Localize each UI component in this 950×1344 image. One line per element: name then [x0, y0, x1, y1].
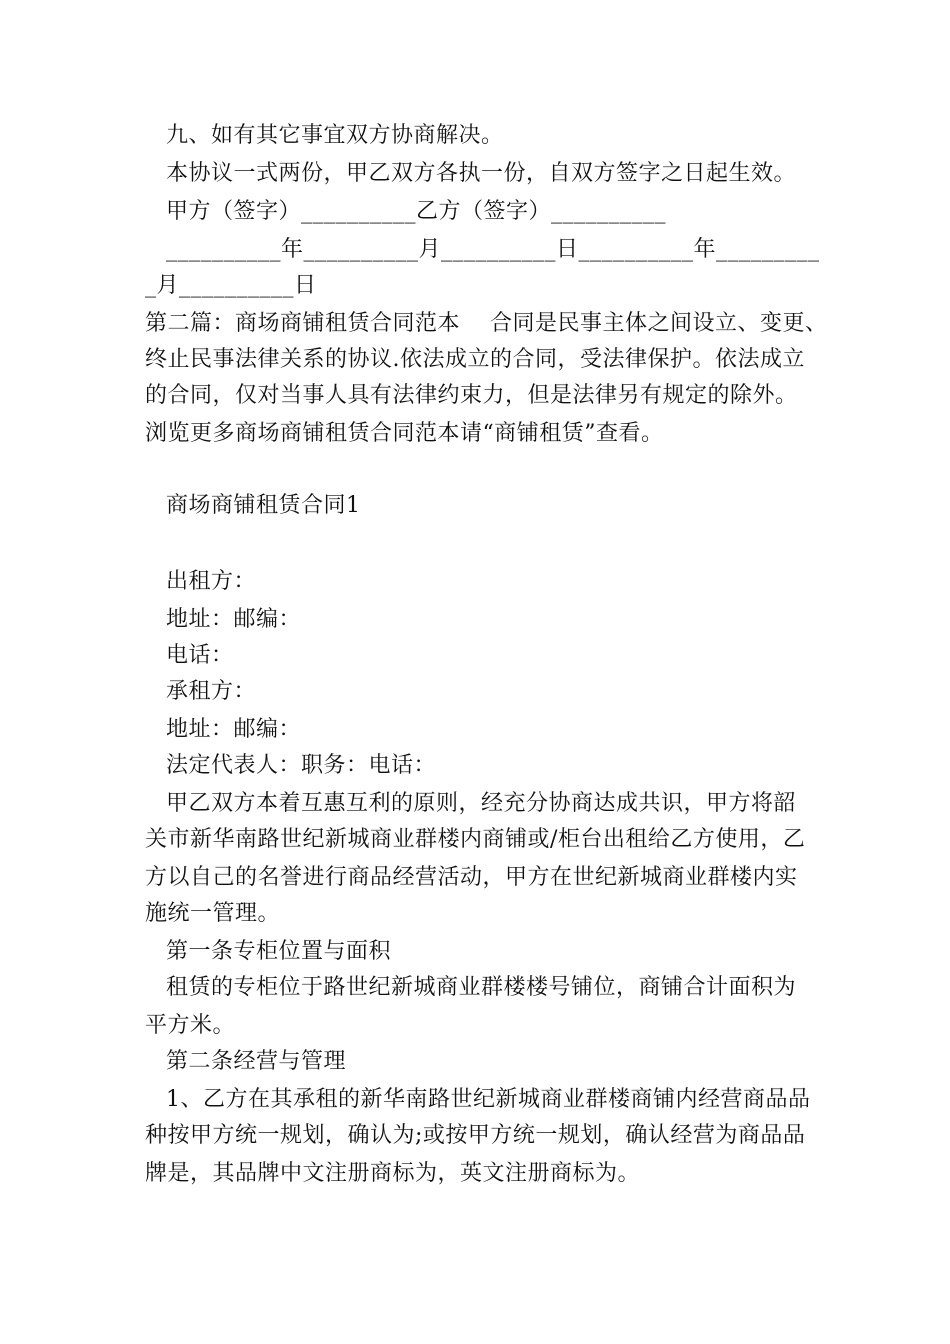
preamble-line: 施统一管理。: [145, 901, 281, 926]
contract-title: 商场商铺租赁合同1: [166, 493, 361, 518]
article-two-item-1: 种按甲方统一规划，确认为;或按甲方统一规划，确认经营为商品品: [145, 1123, 806, 1148]
article-two-heading: 第二条经营与管理: [166, 1049, 347, 1074]
article-one-heading: 第一条专柜位置与面积: [166, 939, 392, 964]
lessor-field: 出租方：: [166, 569, 257, 594]
article-one-text: 平方米。: [145, 1013, 236, 1038]
article-one-text: 租赁的专柜位于路世纪新城商业群楼楼号铺位，商铺合计面积为: [166, 975, 797, 1000]
intro-paragraph-line: 的合同，仅对当事人具有法律约束力，但是法律另有规定的除外。: [145, 383, 798, 408]
preamble-line: 方以自己的名誉进行商品经营活动，甲方在世纪新城商业群楼内实: [145, 865, 798, 890]
lessee-field: 承租方：: [166, 679, 257, 704]
section-two-heading: 第二篇：商场商铺租赁合同范本 合同是民事主体之间设立、变更、: [145, 311, 828, 336]
date-line-2: _月__________日: [145, 273, 317, 298]
article-two-item-1: 1、乙方在其承租的新华南路世纪新城商业群楼商铺内经营商品品: [166, 1087, 811, 1112]
date-line-1: __________年__________月__________日__________年_________: [166, 237, 820, 262]
intro-paragraph-line: 终止民事法律关系的协议.依法成立的合同，受法律保护。依法成立: [145, 347, 805, 372]
legal-representative-field: 法定代表人：职务：电话：: [166, 753, 437, 778]
lessor-phone-field: 电话：: [166, 643, 234, 668]
signature-line: 甲方（签字）__________乙方（签字）__________: [166, 199, 667, 224]
lessor-address-field: 地址：邮编：: [166, 607, 302, 632]
effectiveness-clause: 本协议一式两份，甲乙双方各执一份，自双方签字之日起生效。: [166, 161, 797, 186]
intro-paragraph-line: 浏览更多商场商铺租赁合同范本请“商铺租赁”查看。: [145, 421, 664, 446]
clause-nine: 九、如有其它事宜双方协商解决。: [166, 123, 504, 148]
article-two-item-1: 牌是，其品牌中文注册商标为，英文注册商标为。: [145, 1161, 641, 1186]
lessee-address-field: 地址：邮编：: [166, 717, 302, 742]
preamble-line: 甲乙双方本着互惠互利的原则，经充分协商达成共识，甲方将韶: [166, 791, 797, 816]
preamble-line: 关市新华南路世纪新城商业群楼内商铺或/柜台出租给乙方使用，乙: [145, 827, 806, 852]
